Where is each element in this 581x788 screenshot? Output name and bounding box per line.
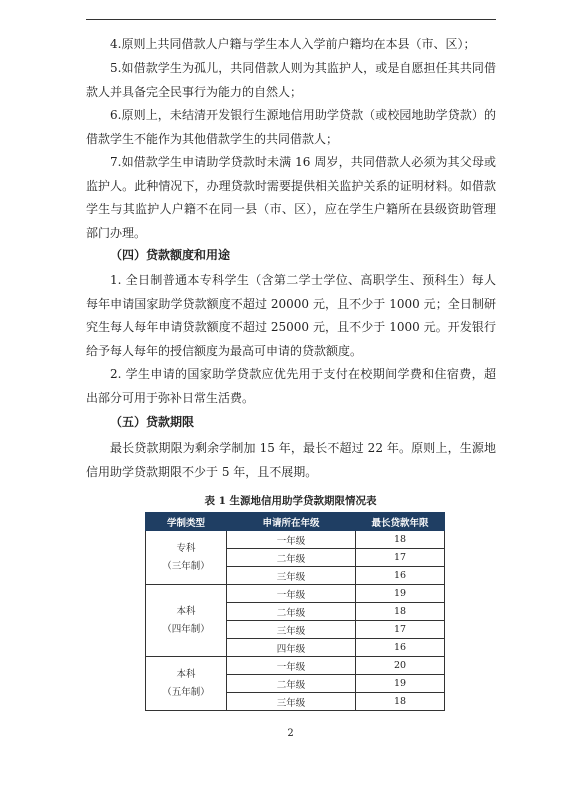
paragraph-item-5: 5.如借款学生为孤儿，共同借款人则为其监护人，或是自愿担任其共同借款人并具备完全民事行为能力的自然人； (86, 61, 496, 99)
table-header-cell: 最长贷款年限 (356, 513, 445, 531)
grade-cell: 三年级 (227, 567, 356, 585)
grade-cell: 一年级 (227, 531, 356, 549)
max-term-cell: 17 (356, 549, 445, 567)
program-type-name: 专科 (176, 542, 196, 554)
paragraph-loan-amount-1: 1. 全日制普通本专科学生（含第二学士学位、高职学生、预科生）每人每年申请国家助学贷款额度不超过 20000 元，且不少于 1000 元；全日制研究生每人每年申请贷款额度不超过 25000 元，且不少于 1000 元。开发银行给予每人每年的授信额度为最高可申请的贷款额度。 (86, 273, 496, 358)
grade-cell: 二年级 (227, 675, 356, 693)
table-row (146, 531, 445, 549)
max-term-cell: 18 (356, 603, 445, 621)
grade-cell: 三年级 (227, 693, 356, 711)
max-term-cell: 18 (356, 531, 445, 549)
max-term-cell: 20 (356, 657, 445, 675)
program-type-cell (146, 657, 227, 711)
table-caption: 表 1 生源地信用助学贷款期限情况表 (204, 495, 377, 507)
paragraph-loan-amount-2: 2. 学生申请的国家助学贷款应优先用于支付在校期间学费和住宿费，超出部分可用于弥补日常生活费。 (86, 367, 496, 405)
program-type-cell (146, 531, 227, 585)
paragraph-item-6: 6.原则上，未结清开发银行生源地信用助学贷款（或校园地助学贷款）的借款学生不能作为其他借款学生的共同借款人； (86, 108, 496, 146)
max-term-cell: 19 (356, 585, 445, 603)
max-term-cell: 18 (356, 693, 445, 711)
max-term-cell: 16 (356, 639, 445, 657)
grade-cell: 四年级 (227, 639, 356, 657)
table-row (146, 585, 445, 603)
max-term-cell: 19 (356, 675, 445, 693)
loan-term-table (145, 512, 445, 711)
program-type-cell (146, 585, 227, 657)
max-term-cell: 17 (356, 621, 445, 639)
program-type-name: 本科 (176, 668, 196, 680)
grade-cell: 二年级 (227, 603, 356, 621)
section-heading-loan-amount: （四）贷款额度和用途 (110, 248, 231, 262)
header-rule (86, 19, 496, 20)
paragraph-item-4: 4.原则上共同借款人户籍与学生本人入学前户籍均在本县（市、区）； (110, 37, 476, 51)
section-heading-loan-term: （五）贷款期限 (110, 415, 195, 429)
grade-cell: 一年级 (227, 585, 356, 603)
table-header-row (146, 513, 445, 531)
page-number: 2 (287, 728, 294, 739)
table-header-cell: 学制类型 (146, 513, 227, 531)
table-row (146, 657, 445, 675)
max-term-cell: 16 (356, 567, 445, 585)
grade-cell: 三年级 (227, 621, 356, 639)
program-type-duration: （五年制） (162, 686, 210, 698)
program-type-duration: （三年制） (162, 560, 210, 572)
program-type-name: 本科 (176, 605, 196, 617)
program-type-duration: （四年制） (162, 623, 210, 635)
grade-cell: 一年级 (227, 657, 356, 675)
grade-cell: 二年级 (227, 549, 356, 567)
table-header-cell: 申请所在年级 (227, 513, 356, 531)
paragraph-loan-term: 最长贷款期限为剩余学制加 15 年，最长不超过 22 年。原则上，生源地信用助学贷款期限不少于 5 年，且不展期。 (86, 441, 496, 479)
paragraph-item-7: 7.如借款学生申请助学贷款时未满 16 周岁，共同借款人必须为其父母或监护人。此种情况下，办理贷款时需要提供相关监护关系的证明材料。如借款学生与其监护人户籍不在同一县（市、区），应在学生户籍所在县级资助管理部门办理。 (86, 155, 496, 240)
